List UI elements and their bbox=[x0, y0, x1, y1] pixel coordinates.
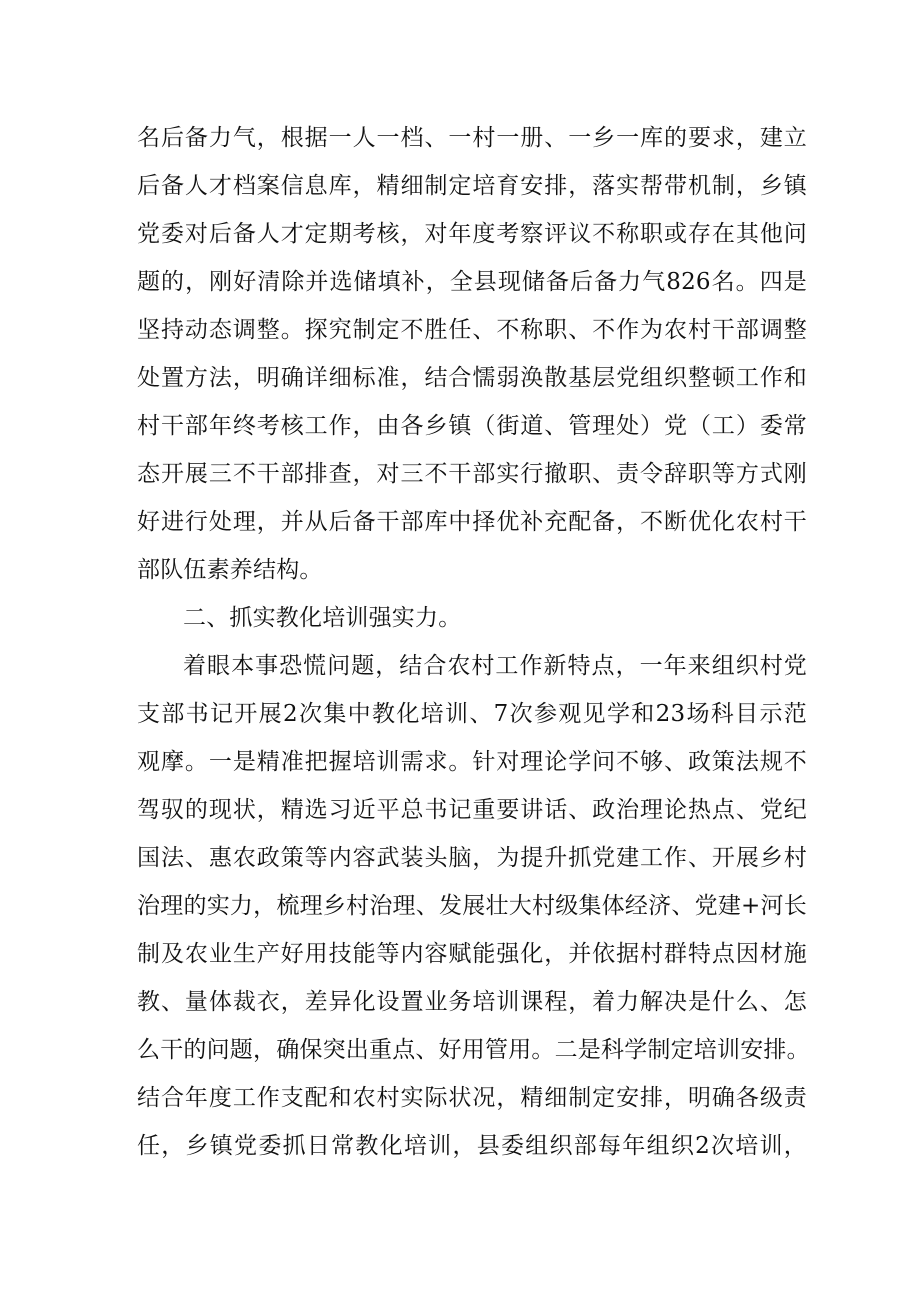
body-text-line: 坚持动态调整。探究制定不胜任、不称职、不作为农村干部调整 bbox=[137, 317, 807, 343]
body-text-line: 名后备力气，根据一人一档、一村一册、一乡一库的要求，建立 bbox=[137, 125, 807, 151]
body-text-line: 制及农业生产好用技能等内容赋能强化，并依据村群特点因材施 bbox=[137, 941, 807, 967]
body-text-line: 任，乡镇党委抓日常教化培训，县委组织部每年组织2次培训， bbox=[137, 1133, 807, 1159]
body-text-line: 教、量体裁衣，差异化设置业务培训课程，着力解决是什么、怎 bbox=[137, 989, 807, 1015]
section-heading: 二、抓实教化培训强实力。 bbox=[183, 605, 462, 631]
paragraph-first-line: 着眼本事恐慌问题，结合农村工作新特点，一年来组织村党 bbox=[183, 653, 807, 679]
body-text-line: 处置方法，明确详细标准，结合懦弱涣散基层党组织整顿工作和 bbox=[137, 365, 807, 391]
body-text-line: 题的，刚好清除并选储填补，全县现储备后备力气826名。四是 bbox=[137, 269, 807, 295]
body-text-line: 后备人才档案信息库，精细制定培育安排，落实帮带机制，乡镇 bbox=[137, 173, 807, 199]
body-text-line: 么干的问题，确保突出重点、好用管用。二是科学制定培训安排。 bbox=[137, 1037, 810, 1063]
body-text-line: 村干部年终考核工作，由各乡镇（街道、管理处）党（工）委常 bbox=[137, 413, 807, 439]
body-text-line: 党委对后备人才定期考核，对年度考察评议不称职或存在其他问 bbox=[137, 221, 807, 247]
body-text-line: 驾驭的现状，精选习近平总书记重要讲话、政治理论热点、党纪 bbox=[137, 797, 807, 823]
body-text-line: 支部书记开展2次集中教化培训、7次参观见学和23场科目示范 bbox=[137, 701, 807, 727]
body-text-line: 结合年度工作支配和农村实际状况，精细制定安排，明确各级责 bbox=[137, 1085, 807, 1111]
body-text-line: 观摩。一是精准把握培训需求。针对理论学问不够、政策法规不 bbox=[137, 749, 807, 775]
body-text-line: 好进行处理，并从后备干部库中择优补充配备，不断优化农村干 bbox=[137, 509, 807, 535]
body-text-line: 治理的实力，梳理乡村治理、发展壮大村级集体经济、党建+河长 bbox=[137, 893, 807, 919]
body-text-line: 国法、惠农政策等内容武装头脑，为提升抓党建工作、开展乡村 bbox=[137, 845, 807, 871]
body-text-line-last: 部队伍素养结构。 bbox=[137, 557, 323, 583]
body-text-line: 态开展三不干部排查，对三不干部实行撤职、责令辞职等方式刚 bbox=[137, 461, 807, 487]
